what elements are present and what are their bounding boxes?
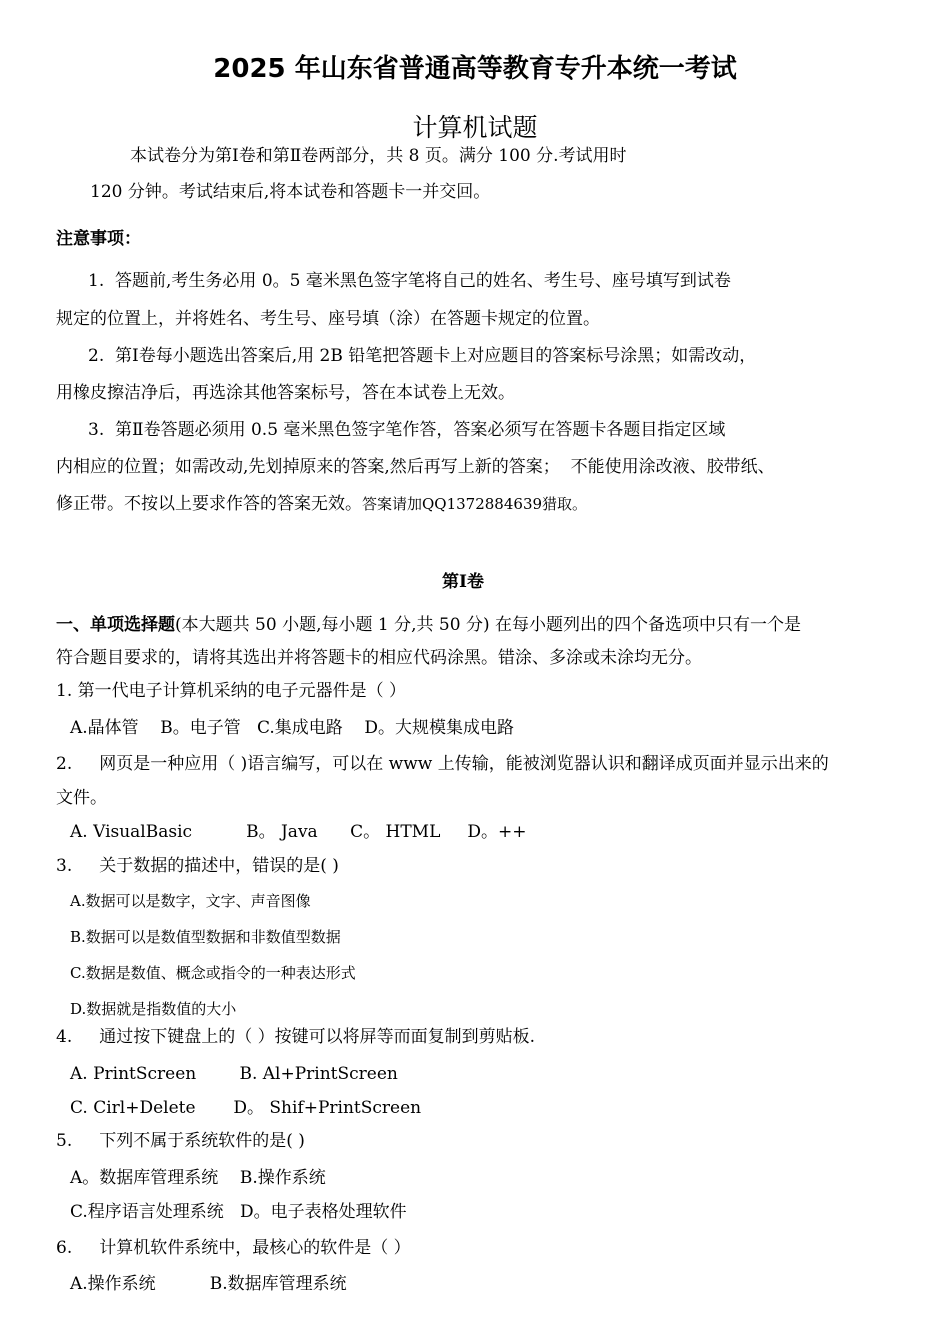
exam-subtitle: 计算机试题: [412, 113, 538, 142]
note-2-line-1: 2. 第Ⅰ卷每小题选出答案后,用 2B 铅笔把答题卡上对应题目的答案标号涂黑；如需改动，: [88, 346, 757, 366]
note-3-text: 修正带。不按以上要求作答的答案无效。: [56, 494, 362, 514]
question-3-option-b: B.数据可以是数值型数据和非数值型数据: [70, 928, 341, 946]
section-1-desc: (本大题共 50 小题,每小题 1 分,共 50 分) 在每小题列出的四个备选项中只有一个是: [175, 615, 801, 635]
question-6-options-ab: A.操作系统 B.数据库管理系统: [70, 1274, 347, 1294]
intro-line-2: 120 分钟。考试结束后,将本试卷和答题卡一并交回。: [90, 182, 491, 202]
question-5-options-ab: A。数据库管理系统 B.操作系统: [70, 1168, 326, 1188]
question-2-line-2: 文件。: [56, 788, 107, 808]
note-3-line-2: 内相应的位置；如需改动,先划掉原来的答案,然后再写上新的答案； 不能使用涂改液、胶带纸、: [56, 457, 775, 477]
question-3: 3. 关于数据的描述中，错误的是( ): [56, 856, 339, 876]
question-4: 4. 通过按下键盘上的（ ）按键可以将屏等而面复制到剪贴板.: [56, 1027, 536, 1047]
question-2-options: A. VisualBasic B。 Java C。 HTML D。++: [70, 822, 527, 842]
note-1-line-2: 规定的位置上，并将姓名、考生号、座号填（涂）在答题卡规定的位置。: [56, 309, 600, 329]
intro-line-1: 本试卷分为第Ⅰ卷和第Ⅱ卷两部分，共 8 页。满分 100 分.考试用时: [130, 146, 627, 166]
question-4-options-cd: C. Cirl+Delete D。 Shif+PrintScreen: [70, 1098, 422, 1118]
question-3-option-c: C.数据是数值、概念或指令的一种表达形式: [70, 964, 356, 982]
qq-notice: 答案请加QQ1372884639猎取。: [362, 495, 588, 513]
question-2-line-1: 2. 网页是一种应用（ )语言编写，可以在 www 上传输，能被浏览器认识和翻译成页面并显示出来的: [56, 754, 829, 774]
question-5: 5. 下列不属于系统软件的是( ): [56, 1131, 305, 1151]
exam-title: 2025 年山东省普通高等教育专升本统一考试: [213, 54, 737, 84]
note-2-line-2: 用橡皮擦洁净后，再选涂其他答案标号，答在本试卷上无效。: [56, 383, 515, 403]
question-6: 6. 计算机软件系统中，最核心的软件是（ ）: [56, 1238, 411, 1258]
question-3-option-d: D.数据就是指数值的大小: [70, 1000, 237, 1018]
question-4-options-ab: A. PrintScreen B. Al+PrintScreen: [70, 1064, 398, 1084]
section-1-line-2: 符合题目要求的，请将其选出并将答题卡的相应代码涂黑。错涂、多涂或未涂均无分。: [56, 648, 702, 668]
part-1-heading: 第Ⅰ卷: [442, 572, 484, 592]
note-3-line-3: [56, 496, 587, 513]
question-1: 1. 第一代电子计算机采纳的电子元器件是（ ）: [56, 681, 407, 701]
notes-heading: 注意事项：: [56, 229, 141, 249]
section-1-line-1: [56, 617, 801, 634]
note-3-line-1: 3. 第Ⅱ卷答题必须用 0.5 毫米黑色签字笔作答，答案必须写在答题卡各题目指定区域: [88, 420, 726, 440]
question-3-option-a: A.数据可以是数字，文字、声音图像: [70, 892, 311, 910]
note-1-line-1: 1. 答题前,考生务必用 0。5 毫米黑色签字笔将自己的姓名、考生号、座号填写到试卷: [88, 271, 731, 291]
section-1-label: 一、单项选择题: [56, 615, 175, 635]
question-1-options: A.晶体管 B。电子管 C.集成电路 D。大规模集成电路: [70, 718, 515, 738]
question-5-options-cd: C.程序语言处理系统 D。电子表格处理软件: [70, 1202, 407, 1222]
